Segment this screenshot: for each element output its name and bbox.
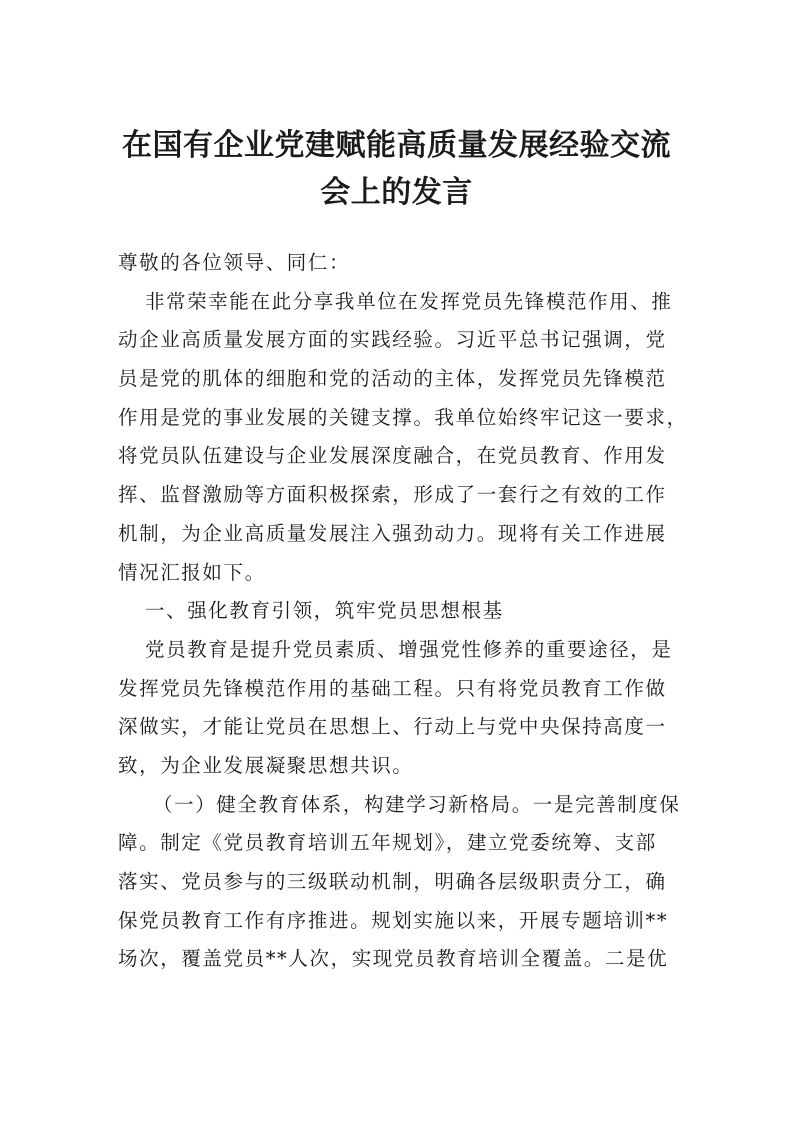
paragraph-line: 深做实，才能让党员在思想上、行动上与党中央保持高度一 [118,715,667,739]
subsection-line: （一）健全教育体系，构建学习新格局。一是完善制度保 [153,792,681,816]
paragraph-line: 员是党的肌体的细胞和党的活动的主体，发挥党员先锋模范 [118,367,667,391]
paragraph-line: 将党员队伍建设与企业发展深度融合，在党员教育、作用发 [118,444,667,468]
document-title [0,122,793,216]
paragraph-line: 落实、党员参与的三级联动机制，明确各层级职责分工，确 [118,870,667,893]
paragraph-line: 非常荣幸能在此分享我单位在发挥党员先锋模范作用、推 [145,289,673,313]
paragraph-line: 场次，覆盖党员**人次，实现党员教育培训全覆盖。二是优 [118,947,669,971]
paragraph-line: 保党员教育工作有序推进。规划实施以来，开展专题培训** [118,908,669,932]
title-line-1: 在国有企业党建赋能高质量发展经验交流 [122,128,671,163]
title-line-2: 会上的发言 [320,175,473,210]
salutation: 尊敬的各位领导、同仁： [118,251,351,274]
section-heading: 一、强化教育引领，筑牢党员思想根基 [145,599,504,623]
paragraph-line: 障。制定《党员教育培训五年规划》，建立党委统筹、支部 [118,831,657,855]
paragraph-line: 发挥党员先锋模范作用的基础工程。只有将党员教育工作做 [118,676,667,700]
paragraph-line: 党员教育是提升党员素质、增强党性修养的重要途径，是 [145,637,673,661]
paragraph-line: 作用是党的事业发展的关键支撑。我单位始终牢记这一要求， [118,405,688,429]
paragraph-line: 情况汇报如下。 [118,560,266,584]
paragraph-line: 致，为企业发展凝聚思想共识。 [118,753,414,777]
document-body [118,244,688,979]
paragraph-line: 机制，为企业高质量发展注入强劲动力。现将有关工作进展 [118,521,667,545]
paragraph-line: 挥、监督激励等方面积极探索，形成了一套行之有效的工作 [118,483,667,507]
paragraph-line: 动企业高质量发展方面的实践经验。习近平总书记强调，党 [118,328,667,352]
